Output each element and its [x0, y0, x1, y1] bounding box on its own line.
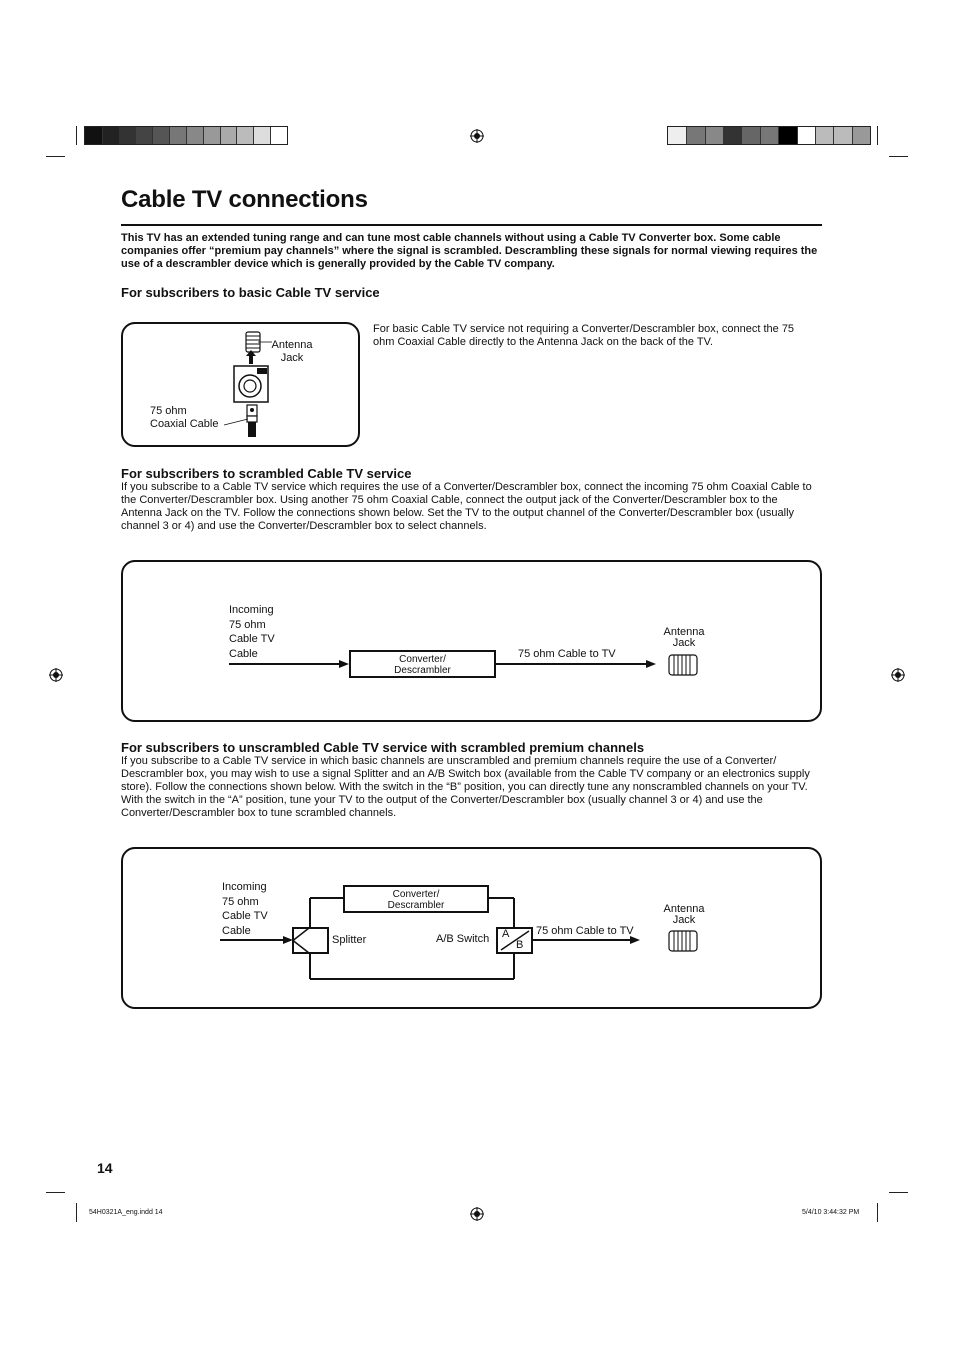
color-swatch [760, 127, 778, 144]
converter-descrambler-box: Converter/ Descrambler [349, 650, 496, 678]
color-swatch [119, 127, 136, 144]
unscrambled-heading: For subscribers to unscrambled Cable TV service with scrambled premium channels [121, 740, 645, 755]
crop-mark-bl-h [46, 1192, 65, 1193]
color-swatch [778, 127, 796, 144]
color-swatch [169, 127, 186, 144]
color-swatch [85, 127, 102, 144]
color-swatch [186, 127, 203, 144]
color-swatch [236, 127, 253, 144]
unscrambled-text: If you subscribe to a Cable TV service in which basic channels are unscrambled and premium channels require the use of a Converter/ Descrambler box, you may wish to use a signal Splitter and an A/B Switch box (available from the Cable TV company or an electronics supply store). Follow the connections shown below. With the switch in the “B” position, you can directly tune any nonscrambled channels on your TV. With the switch in the “A” position, tune your TV to the output of the Converter/Descrambler box (usually channel 3 or 4) and use the Converter/Descrambler box to tune scrambled channels. [121, 755, 810, 819]
ant-terminal-icon [233, 365, 269, 403]
color-swatch [203, 127, 220, 144]
antenna-jack-label: Antenna Jack [663, 626, 705, 649]
antenna-jack-icon [668, 930, 698, 952]
cable-to-tv-label: 75 ohm Cable to TV [536, 925, 634, 937]
incoming-cable-label: Incoming 75 ohm Cable TV Cable [222, 881, 268, 937]
color-swatch [102, 127, 119, 144]
switch-b-label: B [516, 939, 524, 951]
page-number: 14 [97, 1160, 113, 1176]
splitter-box [292, 927, 329, 954]
registration-target-icon [891, 668, 905, 682]
crop-mark-br-v [877, 1203, 878, 1222]
color-swatch [741, 127, 759, 144]
converter-descrambler-box: Converter/ Descrambler [343, 885, 489, 913]
color-bar-right [667, 126, 871, 145]
coax-pointer-line [224, 418, 248, 426]
color-swatch [668, 127, 686, 144]
title-rule [121, 224, 822, 226]
color-swatch [220, 127, 237, 144]
switch-a-label: A [502, 928, 510, 940]
incoming-cable-label: Incoming 75 ohm Cable TV Cable [229, 604, 275, 660]
page-title: Cable TV connections [121, 186, 368, 213]
splitter-label: Splitter [332, 934, 367, 946]
footer-timestamp: 5/4/10 3:44:32 PM [802, 1209, 860, 1216]
crop-mark-br-h [889, 1192, 908, 1193]
cable-to-tv-label: 75 ohm Cable to TV [518, 648, 616, 660]
color-swatch [253, 127, 270, 144]
coaxial-cable-label: 75 ohm Coaxial Cable [150, 405, 219, 430]
color-swatch [852, 127, 870, 144]
color-swatch [833, 127, 851, 144]
ab-switch-label: A/B Switch [436, 933, 490, 945]
color-swatch [135, 127, 152, 144]
basic-text: For basic Cable TV service not requiring a Converter/Descrambler box, connect the 75 ohm Coaxial Cable directly to the Antenna Jack on the back of the TV. [373, 323, 795, 348]
incoming-arrow [229, 659, 349, 669]
crop-mark-tr-v [877, 126, 878, 145]
crop-mark-tl-h [46, 156, 65, 157]
scrambled-text: If you subscribe to a Cable TV service which requires the use of a Converter/Descrambler box, connect the incoming 75 ohm Coaxial Cable to the Converter/Descrambler box. Using another 75 ohm Coaxial Cable, connect the output jack of the Converter/Descrambler box to the Antenna Jack on the TV. Follow the connections shown below. Set the TV to the output channel of the Converter/Descrambler box (usually channel 3 or 4) and use the Converter/Descrambler box to select channels. [121, 481, 812, 532]
antenna-jack-label: Antenna Jack [271, 339, 313, 364]
registration-target-icon [470, 129, 484, 143]
scrambled-heading: For subscribers to scrambled Cable TV service [121, 466, 412, 481]
registration-target-icon [470, 1207, 484, 1221]
crop-mark-tr-h [889, 156, 908, 157]
color-swatch [797, 127, 815, 144]
scrambled-diagram-panel [121, 560, 822, 722]
color-swatch [270, 127, 287, 144]
footer-filename: 54H0321A_eng.indd 14 [89, 1209, 163, 1216]
crop-mark-tl-v [76, 126, 77, 145]
color-swatch [815, 127, 833, 144]
crop-mark-bl-v [76, 1203, 77, 1222]
up-arrow-icon [246, 350, 256, 364]
antenna-jack-icon [668, 654, 698, 676]
color-swatch [705, 127, 723, 144]
color-swatch [686, 127, 704, 144]
color-bar-left [84, 126, 288, 145]
basic-heading: For subscribers to basic Cable TV service [121, 285, 380, 300]
intro-paragraph: This TV has an extended tuning range and can tune most cable channels without using a Cable TV Converter box. Some cable companies offer “premium pay channels” where the signal is scrambled. Descrambling these signals for normal viewing requires the use of a descrambler device which is generally provided by the Cable TV company. [121, 232, 818, 270]
antenna-jack-label: Antenna Jack [663, 903, 705, 926]
color-swatch [723, 127, 741, 144]
color-swatch [152, 127, 169, 144]
registration-target-icon [49, 668, 63, 682]
